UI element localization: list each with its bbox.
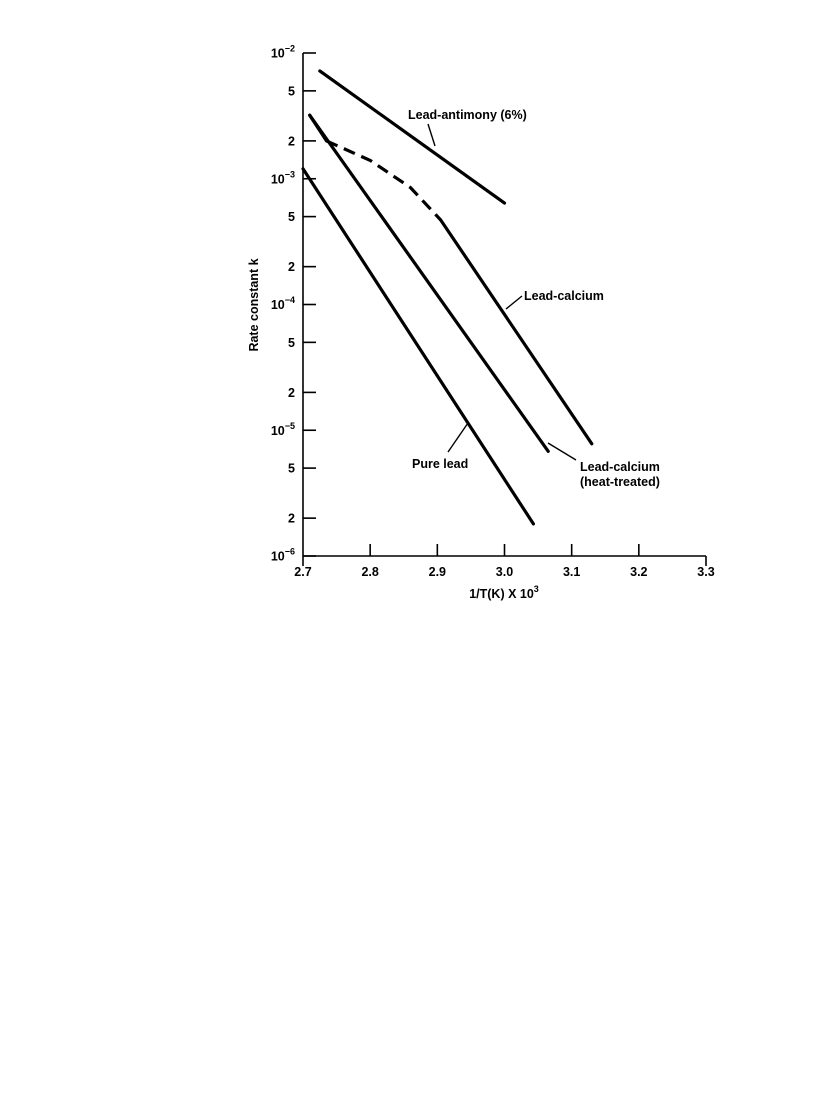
series-label: Lead-antimony (6%) [408, 108, 527, 122]
series-label: Lead-calcium [580, 460, 660, 474]
x-tick-label: 3.3 [697, 565, 715, 579]
series-label: Pure lead [412, 457, 469, 471]
series-label: Lead-calcium [524, 289, 604, 303]
annotation-leader [506, 296, 522, 309]
x-ticks [294, 544, 714, 579]
x-tick-label: 3.2 [630, 565, 648, 579]
series-label: (heat-treated) [580, 475, 660, 489]
y-tick-label: 5 [288, 461, 295, 476]
y-tick-label: 2 [288, 385, 295, 400]
y-tick-label: 5 [288, 335, 295, 350]
x-axis-title: 1/T(K) X $10^3$ [469, 584, 539, 601]
y-tick-label: $10^{-3}$ [270, 169, 295, 187]
series-line-lead-antimony-6 [320, 71, 505, 203]
y-tick-label: $10^{-6}$ [270, 546, 295, 564]
series-line-lead-calcium [327, 141, 441, 220]
y-tick-label: $10^{-4}$ [270, 295, 295, 312]
annotation-leader [548, 443, 576, 460]
y-tick-label: 2 [288, 134, 295, 149]
y-tick-label: 5 [288, 84, 295, 99]
series-line-lead-calcium-heat-treated [310, 115, 549, 451]
x-tick-label: 2.9 [428, 565, 447, 579]
y-tick-label: 2 [288, 511, 295, 526]
annotation-leader [448, 423, 468, 452]
x-tick-label: 2.8 [361, 565, 379, 579]
y-tick-label: $10^{-2}$ [270, 43, 295, 61]
annotation-leader [428, 124, 435, 146]
y-tick-label: 5 [288, 210, 295, 225]
y-ticks [271, 44, 316, 564]
y-tick-label: $10^{-5}$ [270, 420, 295, 438]
x-tick-label: 3.1 [562, 565, 581, 579]
y-tick-label: 2 [288, 260, 295, 275]
x-tick-label: 2.7 [294, 565, 312, 579]
y-axis-title: Rate constant k [247, 258, 261, 352]
x-tick-label: 3.0 [495, 565, 514, 579]
